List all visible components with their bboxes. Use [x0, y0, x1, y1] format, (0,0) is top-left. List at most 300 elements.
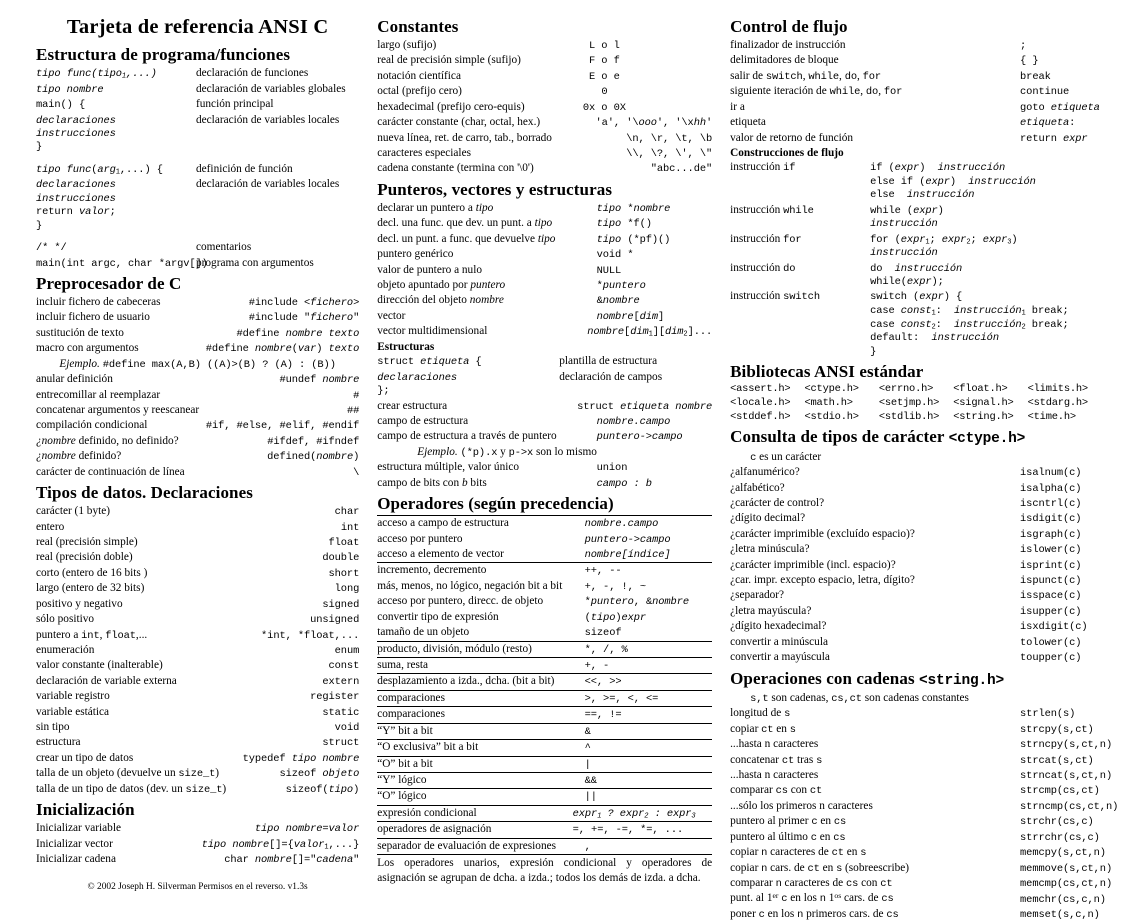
section-heading-bibliotecas: Bibliotecas ANSI estándar [730, 362, 924, 382]
cell-code: while(expr); [870, 276, 944, 289]
cell-code: *puntero [596, 279, 646, 292]
cell-desc: ¿alfabético? [730, 481, 785, 494]
cell-code: isgraph(c) [1020, 528, 1082, 541]
cell-code: tipo (*pf)() [596, 233, 671, 246]
cell-code: || [545, 789, 712, 805]
cell-code: \\, \?, \', \" [626, 147, 713, 160]
cell-code: ==, != [545, 707, 712, 723]
table-row [36, 550, 359, 565]
table-row [36, 372, 359, 387]
cell-desc: longitud de s [730, 707, 791, 721]
cell-code: toupper(c) [1020, 652, 1082, 665]
table-row [730, 131, 1102, 146]
lib-name: <setjmp.h> [878, 396, 940, 409]
table-row [377, 460, 712, 475]
cell-desc: declaración de variables locales [196, 178, 340, 191]
table-row [377, 201, 712, 216]
table-row [377, 610, 712, 625]
cell-desc: definición de función [196, 162, 293, 175]
cell-code: instrucciones [36, 127, 116, 140]
table-row [730, 115, 1102, 130]
cell-desc: más, menos, no lógico, negación bit a bit [377, 579, 563, 592]
cell-desc: convertir a minúscula [730, 635, 828, 648]
cell-desc: “O” lógico [377, 789, 544, 805]
table-row [36, 705, 359, 720]
cell-desc: largo (entero de 32 bits) [36, 582, 145, 595]
cell-desc: nueva línea, ret. de carro, tab., borrado [377, 131, 552, 144]
cell-code: #undef nombre [279, 374, 360, 387]
table-row [36, 403, 359, 418]
cell-code: goto etiqueta [1020, 101, 1100, 114]
cell-code: strlen(s) [1020, 708, 1076, 721]
cell-desc [196, 220, 359, 233]
cell-code: tipo nombre[]={valor$_1$,...} [201, 838, 360, 852]
cell-code: campo : b [596, 477, 652, 490]
cell-code: memchr(cs,c,n) [1020, 893, 1106, 906]
cell-code: #include <fichero> [248, 297, 360, 310]
table-row [36, 388, 359, 403]
table-row [730, 783, 1102, 798]
cell-code: break [1020, 70, 1051, 83]
spacer-row [36, 233, 359, 240]
cell-code: | [545, 756, 712, 772]
cell-desc: puntero genérico [377, 248, 454, 261]
cell-desc: sólo positivo [36, 613, 95, 626]
table-row [377, 146, 712, 161]
cell-code: && [545, 772, 712, 788]
cell-desc: poner c en los n primeros cars. de cs [730, 908, 899, 922]
table-row [36, 504, 359, 519]
table-preprocesador [36, 295, 359, 480]
table-row [377, 324, 712, 340]
table-row [36, 141, 359, 154]
cell-desc: positivo y negativo [36, 597, 123, 610]
cell-code: ispunct(c) [1020, 575, 1082, 588]
cell-code: strncpy(s,ct,n) [1020, 739, 1113, 752]
table-row [377, 161, 712, 176]
cell-code: expr$_1$ ? expr$_2$ : expr$_3$ [545, 805, 712, 822]
table-row [730, 332, 1102, 345]
cell-code: & [545, 723, 712, 739]
table-row [36, 628, 359, 643]
section-heading-constantes: Constantes [377, 17, 459, 36]
table-operaciones-cadenas [730, 706, 1119, 922]
cell-code: islower(c) [1020, 544, 1082, 557]
table-row [377, 399, 712, 414]
cell-desc: suma, resta [377, 657, 544, 673]
table-row [377, 445, 712, 460]
cell-code: F o f [589, 55, 620, 68]
cell-code: instrucción [870, 218, 938, 231]
table-row [377, 429, 712, 444]
table-control-flujo [730, 38, 1102, 146]
table-row [730, 573, 1102, 588]
cell-desc: convertir tipo de expresión [377, 610, 499, 623]
cell-desc: ¿separador? [730, 589, 785, 602]
cell-desc: etiqueta [730, 116, 766, 129]
cell-code: \n, \r, \t, \b [626, 132, 713, 145]
cell-desc: comparaciones [377, 707, 544, 723]
lib-name: <stdlib.h> [878, 410, 940, 423]
cell-code: switch (expr) { [870, 291, 963, 304]
cell-code: do instrucción [870, 262, 963, 275]
cell-desc: “O” bit a bit [377, 756, 544, 772]
table-estructuras-uso [377, 399, 712, 492]
table-row [36, 162, 359, 178]
cell-code: short [328, 567, 360, 580]
table-row [36, 821, 359, 836]
cell-code: const [328, 660, 360, 673]
cell-code: for (expr$_1$; expr$_2$; expr$_3$) [870, 233, 1018, 247]
cell-desc: ¿carácter imprimible (incl. espacio)? [730, 558, 896, 571]
cell-code: main() { [36, 99, 86, 112]
cell-code: 0x o 0X [582, 101, 626, 114]
cell-desc: comparaciones [377, 690, 544, 706]
cell-code: } [870, 345, 877, 358]
table-tipos-datos [36, 504, 359, 797]
table-row [36, 852, 359, 867]
cell-code: strncat(s,ct,n) [1020, 770, 1113, 782]
table-row [377, 476, 712, 491]
table-row [36, 612, 359, 627]
table-estructuras-def [377, 354, 712, 398]
cell-desc: vector multidimensional [377, 325, 488, 338]
cell-code: /* */ [36, 242, 67, 255]
cell-desc: notación científica [377, 69, 461, 82]
table-row [377, 547, 712, 563]
cell-code: isspace(c) [1020, 590, 1082, 603]
table-row [36, 240, 359, 255]
table-row [377, 100, 712, 115]
cell-code: return valor; [36, 206, 116, 219]
cell-code: tipo nombre=valor [254, 823, 360, 836]
table-row [36, 434, 359, 449]
cell-desc: carácter constante (char, octal, hex.) [377, 116, 541, 129]
cell-code: strcat(s,ct) [1020, 754, 1094, 767]
cell-desc: decl. un punt. a func. que devuelve tipo [377, 232, 556, 245]
table-row [730, 38, 1102, 53]
table-inicializacion [36, 821, 359, 868]
table-row [730, 232, 1102, 248]
cell-code: memmove(s,ct,n) [1020, 862, 1113, 875]
column-right [718, 14, 1119, 922]
cell-desc: “Y” bit a bit [377, 723, 544, 739]
table-row [36, 177, 359, 192]
cell-desc: valor constante (inalterable) [36, 659, 163, 672]
subsection-heading-estructuras: Estructuras [377, 340, 435, 353]
cell-code: isxdigit(c) [1020, 621, 1088, 634]
table-row [377, 232, 712, 247]
cell-code: if (expr) instrucción [870, 162, 1006, 175]
table-row [730, 100, 1102, 115]
table-row [377, 822, 712, 838]
cell-desc: enumeración [36, 643, 95, 656]
section-heading-punteros: Punteros, vectores y estructuras [377, 179, 613, 199]
section-heading-tipos-datos: Tipos de datos. Declaraciones [36, 483, 253, 503]
table-row [730, 876, 1102, 891]
table-row [730, 511, 1102, 526]
cell-desc: copiar n cars. de ct en s (sobreescribe) [730, 861, 910, 875]
cell-desc: ¿carácter imprimible (excluído espacio)? [730, 527, 915, 540]
cell-code: ^ [545, 740, 712, 756]
cell-code: strrchr(cs,c) [1020, 831, 1100, 844]
page-title: Tarjeta de referencia ANSI C [66, 16, 329, 38]
table-row [730, 69, 1102, 84]
operadores-note: Los operadores unarios, expresión condicional y operadores de asignación se agrupan de dcha. a izda.; todos los demás de izda. a dcha. [377, 857, 713, 884]
cell-desc: estructura múltiple, valor único [377, 461, 520, 474]
cell-desc: talla de un objeto (devuelve un size_t) [36, 767, 219, 781]
table-row [730, 814, 1102, 829]
copyright-notice: © 2002 Joseph H. Silverman Permisos en el reverso. v1.3s [87, 881, 308, 892]
table-row [377, 579, 712, 594]
cell-code: register [310, 691, 360, 704]
table-row [36, 689, 359, 704]
table-row [377, 115, 712, 130]
table-row [730, 619, 1102, 634]
cell-desc: incluir fichero de usuario [36, 311, 150, 324]
cell-desc: tamaño de un objeto [377, 625, 544, 641]
lib-name: <stdio.h> [804, 410, 859, 423]
cell-code: memcpy(s,ct,n) [1020, 847, 1106, 860]
lib-name: <errno.h> [878, 383, 934, 396]
table-row [36, 782, 359, 797]
cell-code: sizeof [545, 625, 712, 641]
table-row [36, 720, 359, 735]
table-punteros [377, 201, 712, 340]
table-row [730, 830, 1102, 845]
cell-desc: copiar n caracteres de ct en s [730, 846, 867, 860]
table-row [730, 465, 1102, 480]
table-row [730, 891, 1102, 907]
cell-code: isalpha(c) [1020, 482, 1082, 495]
cell-code: char nombre[]="cadena" [224, 854, 360, 867]
cell-desc: hexadecimal (prefijo cero-equis) [377, 100, 525, 113]
cell-code: nombre[dim] [596, 310, 665, 323]
lib-name: <math.h> [804, 396, 853, 409]
cell-code: struct etiqueta nombre [577, 400, 713, 413]
table-row [730, 558, 1102, 573]
table-row [730, 481, 1102, 496]
cell-code: memcmp(cs,ct,n) [1020, 877, 1113, 890]
cell-desc: “O exclusiva” bit a bit [377, 740, 544, 756]
cell-desc: instrucción for [730, 232, 802, 246]
cell-code: (tipo)expr [584, 611, 647, 624]
cell-code: #ifdef, #ifndef [267, 435, 360, 448]
cell-desc: ¿dígito decimal? [730, 512, 806, 525]
spacer-row [36, 155, 359, 162]
cell-desc: carácter (1 byte) [36, 505, 111, 518]
table-row [36, 66, 359, 82]
cell-code: ## [346, 405, 360, 417]
table-row [730, 799, 1102, 814]
cell-code: *int, *float,... [261, 629, 360, 642]
table-row [730, 305, 1102, 319]
cell-code: void * [596, 249, 634, 262]
table-row [377, 84, 712, 99]
cell-desc: declaración de variable externa [36, 674, 177, 687]
cell-desc: expresión condicional [377, 805, 544, 822]
cell-code: else instrucción [870, 189, 975, 202]
table-row [36, 326, 359, 341]
cell-desc: campo de bits con b bits [377, 476, 487, 489]
cell-desc: carácter de continuación de línea [36, 465, 185, 478]
table-row [377, 805, 712, 822]
cell-desc: instrucción if [730, 161, 796, 175]
table-row [377, 838, 712, 854]
table-row [730, 247, 1102, 260]
table-row [36, 310, 359, 325]
table-row [730, 261, 1102, 276]
cell-code: iscntrl(c) [1020, 497, 1082, 510]
table-row [730, 768, 1102, 783]
table-operadores [377, 515, 712, 855]
table-row [36, 643, 359, 658]
cell-code: #define nombre(var) texto [205, 343, 360, 356]
table-row [730, 160, 1102, 175]
cell-desc: instrucción switch [730, 290, 820, 304]
cell-desc: anular definición [36, 373, 113, 386]
cell-code: &nombre [596, 295, 640, 308]
cell-desc: vector [377, 309, 406, 322]
cell-code: nombre.campo [596, 416, 671, 429]
cell-desc: ¿car. impr. excepto espacio, letra, dígito? [730, 574, 915, 587]
section-heading-preprocesador: Preprocesador de C [36, 274, 182, 294]
table-row [377, 370, 712, 385]
cell-code: =, +=, -=, *=, ... [545, 822, 712, 838]
cell-desc: campo de estructura a través de puntero [377, 430, 557, 443]
table-row [730, 722, 1102, 737]
cell-desc: decl. una func. que dev. un punt. a tipo [377, 217, 553, 230]
table-construcciones-flujo [730, 160, 1102, 359]
table-row [36, 193, 359, 206]
cell-code: double [322, 552, 360, 565]
table-row [377, 216, 712, 231]
cell-code: } [36, 141, 43, 154]
table-row [377, 772, 712, 788]
cell-desc: separador de evaluación de expresiones [377, 838, 544, 854]
table-row [36, 295, 359, 310]
table-row [36, 674, 359, 689]
table-row [377, 740, 712, 756]
cell-code: unsigned [310, 614, 360, 627]
table-row [36, 581, 359, 596]
cell-desc: valor de retorno de función [730, 131, 854, 144]
cell-code: memset(s,c,n) [1020, 909, 1100, 922]
heading-text: Operaciones con cadenas [730, 668, 915, 688]
cell-desc: estructura [36, 736, 81, 749]
lib-name: <stddef.h> [730, 410, 791, 423]
table-row [377, 563, 712, 579]
cell-desc: desplazamiento a izda., dcha. (bit a bit) [377, 674, 544, 690]
table-row [377, 707, 712, 723]
cell-desc: cadena constante (termina con '\0') [377, 162, 534, 175]
table-row [377, 723, 712, 739]
cell-desc: caracteres especiales [377, 146, 471, 159]
table-row [730, 53, 1102, 68]
cell-desc: Inicializar variable [36, 822, 121, 835]
cell-code: strcpy(s,ct) [1020, 723, 1094, 736]
cell-code: typedef tipo nombre [242, 752, 360, 765]
cell-desc: salir de switch, while, do, for [730, 69, 882, 83]
cell-code: , [545, 838, 712, 854]
cell-code: continue [1020, 86, 1070, 99]
cell-code: 0 [601, 86, 608, 99]
cell-code: declaraciones [36, 179, 116, 192]
table-row [36, 82, 359, 97]
cell-code: *puntero, &nombre [584, 596, 689, 609]
cell-code: E o e [589, 70, 620, 83]
cell-code: nombre[dim$_1$][dim$_2$]... [587, 326, 713, 339]
cell-code: struct [322, 737, 360, 750]
cell-code: long [334, 583, 360, 596]
cell-code: }; [377, 385, 390, 398]
cell-example: Ejemplo. (*p).x y p->x son lo mismo [417, 445, 597, 459]
lib-name: <limits.h> [1027, 383, 1088, 396]
cell-desc: programa con argumentos [196, 256, 314, 269]
table-row [730, 737, 1102, 752]
cell-desc: siguiente iteración de while, do, for [730, 85, 903, 99]
string-note: s,t son cadenas, cs,ct son cadenas constantes [750, 691, 969, 705]
table-row [730, 845, 1102, 860]
cell-code: isdigit(c) [1020, 513, 1082, 526]
lib-name: <float.h> [953, 383, 1008, 396]
table-estructura-programa [36, 66, 359, 271]
cell-desc: crear estructura [377, 399, 448, 412]
cell-desc: declarar un puntero a tipo [377, 201, 494, 214]
lib-name: <ctype.h> [804, 383, 859, 396]
table-row [377, 385, 712, 398]
table-row [36, 766, 359, 781]
cell-code: void [334, 722, 360, 735]
cell-desc: ...sólo los primeros n caracteres [730, 799, 873, 812]
table-row [36, 751, 359, 766]
cell-desc: largo (sufijo) [377, 39, 437, 52]
table-row [730, 383, 1102, 397]
cell-desc: puntero a int, float,... [36, 628, 148, 642]
table-row [377, 625, 712, 641]
table-row [730, 411, 1102, 425]
cell-desc: convertir a mayúscula [730, 651, 830, 664]
table-row [377, 38, 712, 53]
cell-desc: instrucción do [730, 261, 796, 275]
cell-desc [196, 141, 359, 154]
heading-header-file: <string.h> [919, 672, 1005, 689]
table-row [377, 293, 712, 308]
cell-code: instrucciones [36, 192, 116, 205]
cell-desc: plantilla de estructura [559, 355, 658, 368]
table-row [730, 496, 1102, 511]
cell-desc: comentarios [196, 241, 252, 254]
cell-code: isalnum(c) [1020, 467, 1082, 480]
cell-desc: acceso por puntero [377, 532, 463, 545]
cell-code: puntero->campo [596, 431, 683, 444]
cell-desc: entrecomillar al reemplazar [36, 388, 161, 401]
table-row [36, 357, 359, 372]
cell-code: L o l [589, 40, 620, 53]
cell-desc: delimitadores de bloque [730, 54, 839, 67]
cell-desc: Inicializar vector [36, 837, 113, 850]
cell-code: etiqueta: [1020, 117, 1076, 130]
lib-name: <signal.h> [953, 396, 1014, 409]
table-row [36, 113, 359, 128]
section-heading-operaciones-cadenas [730, 669, 1102, 689]
cell-desc: ...hasta n caracteres [730, 738, 819, 751]
cell-desc: campo de estructura [377, 415, 469, 428]
table-row [36, 206, 359, 219]
table-row [377, 247, 712, 262]
cell-desc: variable estática [36, 705, 110, 718]
table-row [377, 641, 712, 657]
